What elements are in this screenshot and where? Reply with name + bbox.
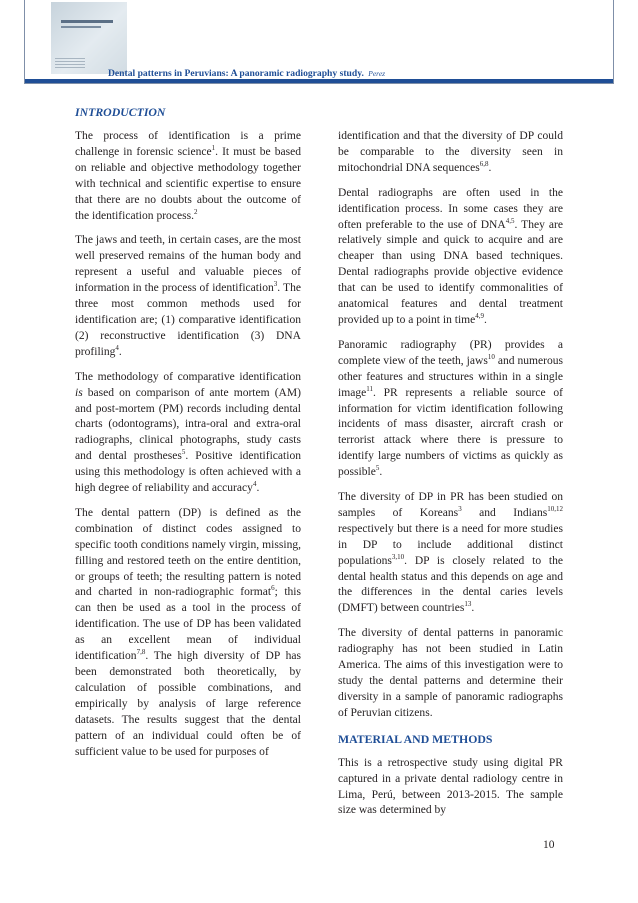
section-heading-introduction: INTRODUCTION [75,105,166,119]
paragraph: The diversity of dental patterns in panoramic radiography has not been studied in Latin America. The aims of this investigation were to study the dental patterns and determine their diversity in a sample of panoramic radiographs of Peruvian citizens. [338,627,563,719]
paragraph: identification and that the diversity of DP could be comparable to the diversity seen in mitochondrial DNA sequences$^{6,8}$. [338,130,563,174]
paragraph: The process of identification is a prime challenge in forensic science$^1$. It must be based on reliable and objective methodology together with technical and scientific expertise to ensure that there are no doubts about the outcome of the identification process.$^2$ [75,130,301,222]
right-column [338,129,563,828]
header-rule [25,79,613,83]
left-column [75,104,301,769]
running-title [108,68,385,79]
paragraph: The dental pattern (DP) is defined as the combination of distinct codes assigned to specific tooth conditions namely virgin, missing, filling and restored teeth on the entire dentition, or groups of teeth; the resulting pattern is noted and charted in non-radiographic format$^6$; this can then be used as a tool in the process of identification. The use of DP has been validated as an excellent mean of individual identification$^{7,8}$. The high diversity of DP has been demonstrated both theoretically, by calculation of possible combinations, and empirically by analysis of large reference datasets. The results suggest that the dental pattern of an individual could often be of sufficient value to be used for purposes of [75,506,302,758]
paragraph: This is a retrospective study using digital PR captured in a private dental radiology centre in Lima, Perú, between 2013-2015. The sample size was determined by [338,756,563,817]
article-author: Perez [368,69,386,78]
paragraph: The diversity of DP in PR has been studied on samples of Koreans$^3$ and Indians$^{10,12}$ respectively but there is a need for more studies in DP to include additional distinct populations$^{3,10}$. DP is closely related to the dental health status and this depends on age and the differences in the dental caries levels (DMFT) between countries$^{13}$. [338,491,563,615]
journal-cover-thumbnail [51,2,127,74]
paragraph: The methodology of comparative identification is based on comparison of ante mortem (AM) and post-mortem (PM) records including dental charts (odontograms), intra-oral and extra-oral radiographs, clinical photographs, study casts and dental prostheses$^5$. Positive identification using this methodology is often achieved with a high degree of reliability and accuracy$^4$. [75,370,302,495]
section-heading-methods: MATERIAL AND METHODS [338,731,493,746]
paragraph: The jaws and teeth, in certain cases, are the most well preserved remains of the human body and represent a useful and valuable pieces of information in the process of identification$^3$. The three most common methods used for identification are; (1) comparative identification (2) reconstructive identification (3) DNA profiling$^4$. [75,234,301,358]
paragraph: Panoramic radiography (PR) provides a complete view of the teeth, jaws$^{10}$ and numerous other features and structures within in a single image$^{11}$. PR represents a reliable source of information for victim identification following incidents of mass disaster, aircraft crash or terrorist attack where there is pressure to identify large numbers of victims as quickly as possible$^5$. [338,338,563,479]
article-title: Dental patterns in Peruvians: A panoramic radiography study. [108,68,364,79]
paragraph: Dental radiographs are often used in the identification process. In some cases they are often preferable to the use of DNA$^{4,5}$. They are relatively simple and quick to acquire and are cheaper than using DNA based techniques. Dental radiographs provide objective evidence that can be used to identify commonalities of anatomical features and dental treatment provided up to a point in time$^{4,9}$. [338,186,563,326]
page-number: 10 [543,839,555,851]
